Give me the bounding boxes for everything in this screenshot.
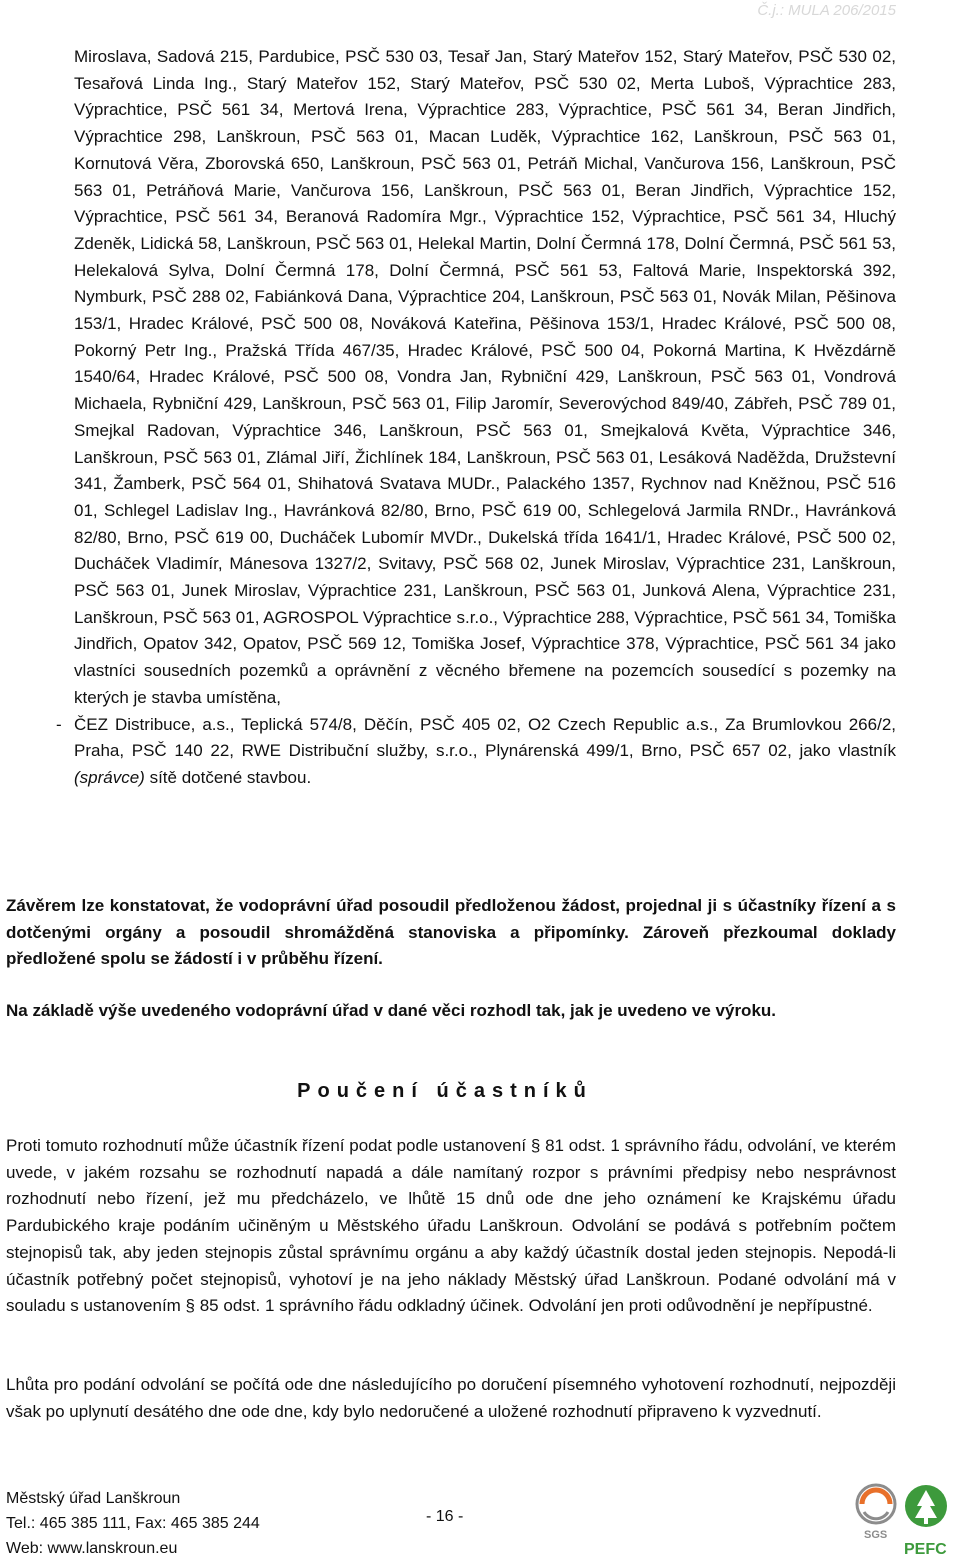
- pefc-logo: [904, 1485, 947, 1558]
- instruction-heading: Poučení účastníků: [297, 1080, 593, 1102]
- participants-list: [56, 44, 896, 792]
- deadline-paragraph: Lhůta pro podání odvolání se počítá ode dne následujícího po doručení písemného vyhotovení rozhodnutí, nejpozději však po uplynutí desátého dne ode dne, kdy bylo nedoručené a uložené rozhodnutí připraveno k vyzvednutí.: [6, 1375, 896, 1421]
- certification-logos: [838, 1476, 956, 1560]
- owners-item: [74, 44, 896, 712]
- pefc-logo-text: PEFC: [904, 1541, 947, 1558]
- network-owners-tail: sítě dotčené stavbou.: [144, 767, 312, 787]
- phone-fax: Tel.: 465 385 111, Fax: 465 385 244: [6, 1515, 260, 1532]
- page-number: - 16 -: [426, 1508, 464, 1525]
- reference-number: Č.j.: MULA 206/2015: [757, 2, 896, 19]
- website: Web: www.lanskroun.eu: [6, 1540, 178, 1557]
- footer-contact: [6, 1486, 260, 1561]
- network-owners-text: ČEZ Distribuce, a.s., Teplická 574/8, Děčín, PSČ 405 02, O2 Czech Republic a.s., Za Brumlovkou 266/2, Praha, PSČ 140 22, RWE Distribuční služby, s.r.o., Plynárenská 499/1, Brno, PSČ 657 02, jako vlastník: [74, 714, 896, 761]
- sgs-logo: [857, 1485, 895, 1541]
- decision-statement: Na základě výše uvedeného vodoprávní úřad v dané věci rozhodl tak, jak je uvedeno ve výroku.: [6, 1001, 777, 1020]
- appeal-paragraph: Proti tomuto rozhodnutí může účastník řízení podat podle ustanovení § 81 odst. 1 správního řádu, odvolání, ve kterém uvede, v jakém rozsahu se rozhodnutí napadá a dále namítaný rozpor s právními předpisy nebo nesprávnost rozhodnutí nebo řízení, jež mu předcházelo, ve lhůtě 15 dnů ode dne jeho oznámení ke Krajskému úřadu Pardubického kraje podáním učiněným u Městského úřadu Lanškroun. Odvolání se podává s potřebním počtem stejnopisů tak, aby jeden stejnopis zůstal správnímu orgánu a aby každý účastník dostal jeden stejnopis. Nepodá-li účastník potřebný počet stejnopisů, vyhotoví je na jeho náklady Městský úřad Lanškroun. Podané odvolání má v souladu s ustanovením § 85 odst. 1 správního řádu odkladný účinek. Odvolání jen proti odůvodnění je nepřípustné.: [6, 1136, 896, 1316]
- conclusion-paragraph: Závěrem lze konstatovat, že vodoprávní úřad posoudil předloženou žádost, projednal ji s účastníky řízení a s dotčenými orgány a posoudil shromážděná stanoviska a připomínky. Zároveň přezkoumal doklady předložené spolu se žádostí i v průběhu řízení.: [6, 896, 896, 969]
- network-owners-item: [56, 712, 896, 792]
- sgs-logo-text: SGS: [864, 1529, 888, 1541]
- office-name: Městský úřad Lanškroun: [6, 1490, 181, 1507]
- list-dash: -: [56, 714, 62, 734]
- owners-text: Miroslava, Sadová 215, Pardubice, PSČ 530 03, Tesař Jan, Starý Mateřov 152, Starý Mateřov, PSČ 530 02, Tesařová Linda Ing., Starý Mateřov 152, Starý Mateřov, PSČ 530 02, Merta Luboš, Výprachtice 283, Výprachtice, PSČ 561 34, Mertová Irena, Výprachtice 283, Výprachtice, PSČ 561 34, Beran Jindřich, Výprachtice 298, Lanškroun, PSČ 563 01, Macan Luděk, Výprachtice 162, Lanškroun, PSČ 563 01, Kornutová Věra, Zborovská 650, Lanškroun, PSČ 563 01, Petráň Michal, Vančurova 156, Lanškroun, PSČ 563 01, Petráňová Marie, Vančurova 156, Lanškroun, PSČ 563 01, Beran Jindřich, Výprachtice 152, Výprachtice, PSČ 561 34, Beranová Radomíra Mgr., Výprachtice 152, Výprachtice, PSČ 561 34, Hluchý Zdeněk, Lidická 58, Lanškroun, PSČ 563 01, Helekal Martin, Dolní Čermná 178, Dolní Čermná, PSČ 561 53, Helekalová Sylva, Dolní Čermná 178, Dolní Čermná, PSČ 561 53, Faltová Marie, Inspektorská 392, Nymburk, PSČ 288 02, Fabiánková Dana, Výprachtice 204, Lanškroun, PSČ 563 01, Novák Milan, Pěšinova 153/1, Hradec Králové, PSČ 500 08, Nováková Kateřina, Pěšinova 153/1, Hradec Králové, PSČ 500 08, Pokorný Petr Ing., Pražská Třída 467/35, Hradec Králové, PSČ 500 04, Pokorná Martina, K Hvězdárně 1540/64, Hradec Králové, PSČ 500 08, Vondra Jan, Rybniční 429, Lanškroun, PSČ 563 01, Vondrová Michaela, Rybniční 429, Lanškroun, PSČ 563 01, Filip Jaromír, Severovýchod 849/40, Zábřeh, PSČ 789 01, Smejkal Radovan, Výprachtice 346, Lanškroun, PSČ 563 01, Smejkalová Květa, Výprachtice 346, Lanškroun, PSČ 563 01, Zlámal Jiří, Žichlínek 184, Lanškroun, PSČ 563 01, Lesáková Naděžda, Družstevní 341, Žamberk, PSČ 564 01, Shihatová Svatava MUDr., Palackého 1357, Rychnov nad Kněžnou, PSČ 516 01, Schlegel Ladislav Ing., Havránková 82/80, Brno, PSČ 619 00, Schlegelová Jarmila RNDr., Havránková 82/80, Brno, PSČ 619 00, Ducháček Lubomír MVDr., Dukelská třída 1641/1, Hradec Králové, PSČ 500 02, Ducháček Vladimír, Mánesova 1327/2, Svitavy, PSČ 568 02, Junek Miroslav, Výprachtice 231, Lanškroun, PSČ 563 01, Junek Miroslav, Výprachtice 231, Lanškroun, PSČ 563 01, Junková Alena, Výprachtice 231, Lanškroun, PSČ 563 01, AGROSPOL Výprachtice s.r.o., Výprachtice 288, Výprachtice, PSČ 561 34, Tomiška Jindřich, Opatov 342, Opatov, PSČ 569 12, Tomiška Josef, Výprachtice 378, Výprachtice, PSČ 561 34 jako vlastníci sousedních pozemků a oprávnění z věcného břemene na pozemcích sousedící s pozemky na kterých je stavba umístěna,: [74, 47, 896, 707]
- network-owners-italic: (správce): [74, 767, 145, 787]
